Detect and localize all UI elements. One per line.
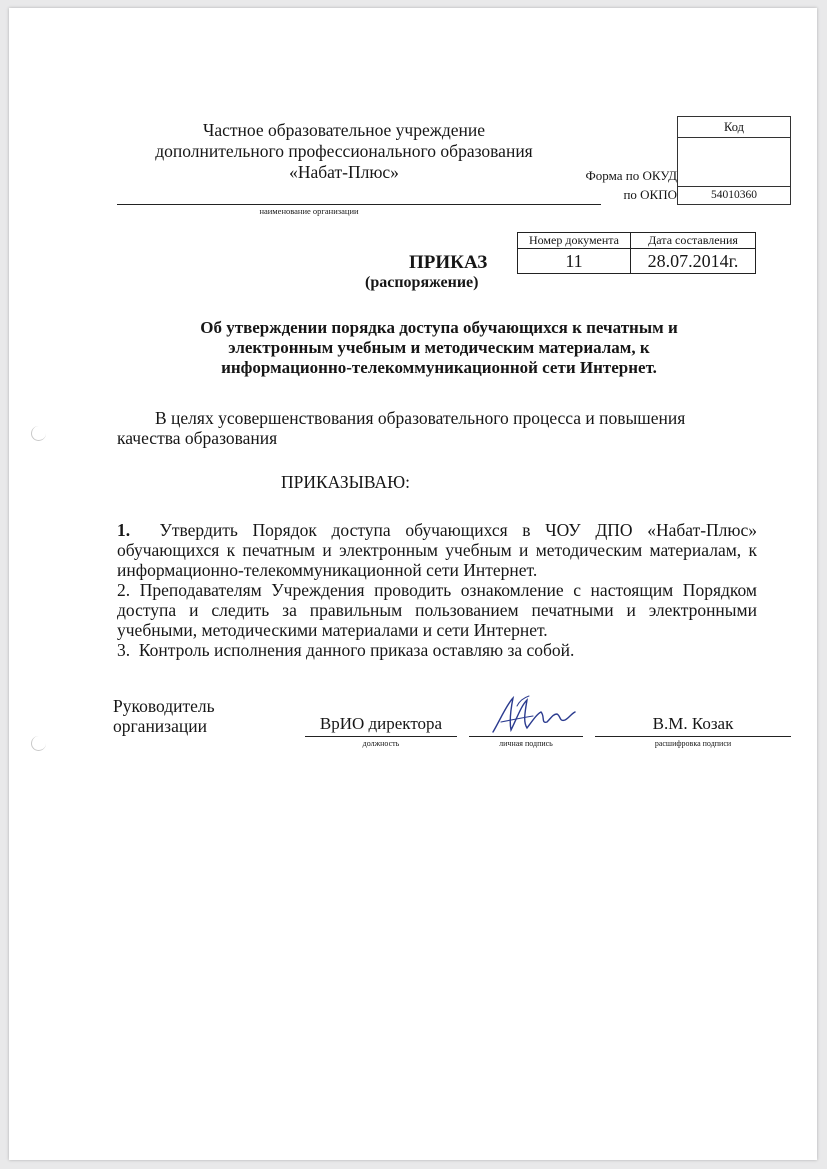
item-text: Преподавателям Учреждения проводить ознакомление с настоящим Порядком доступа и следить за правильным пользованием печатными и электронными учебными, методическими материалами и сети Интернет. <box>117 580 757 640</box>
organization-name <box>109 120 579 183</box>
order-item-2 <box>117 580 757 640</box>
item-number: 1. <box>117 520 131 540</box>
number-label: Номер документа <box>518 233 631 249</box>
name-line <box>595 736 791 737</box>
item-text: Контроль исполнения данного приказа оставляю за собой. <box>138 640 575 660</box>
position-line <box>305 736 457 737</box>
code-header: Код <box>678 117 790 138</box>
order-items <box>117 520 757 660</box>
item-number: 2. <box>117 580 131 600</box>
signer-name: В.М. Козак <box>652 714 734 733</box>
subject-line-3: информационно-телекоммуникационной сети Интернет. <box>221 358 657 377</box>
okpo-label: по ОКПО <box>623 187 677 202</box>
punch-hole-mark <box>31 426 46 441</box>
document-page <box>9 8 817 1160</box>
intro-line-1: В целях усовершенствования образовательного процесса и повышения <box>155 408 686 428</box>
order-subject <box>119 318 759 378</box>
document-number: 11 <box>518 249 631 274</box>
okpo-value: 54010360 <box>711 189 757 201</box>
intro-line-2: качества образования <box>117 428 278 448</box>
handwritten-signature <box>487 692 577 738</box>
order-item-1 <box>117 520 757 580</box>
document-title: ПРИКАЗ <box>409 252 488 273</box>
org-line-3: «Набат-Плюс» <box>289 162 399 182</box>
signer-role-line-1: Руководитель <box>113 696 215 716</box>
item-number: 3. <box>117 640 131 660</box>
intro-paragraph <box>117 408 757 448</box>
signer-role-line-2: организации <box>113 716 207 736</box>
order-word: ПРИКАЗЫВАЮ: <box>281 472 410 492</box>
code-table <box>677 116 791 205</box>
org-line-2: дополнительного профессионального образования <box>155 141 533 161</box>
item-text: Утвердить Порядок доступа обучающихся в ЧОУ ДПО «Набат-Плюс» обучающихся к печатным и электронным учебным и методическим материалам, к информационно-телекоммуникационной сети Интернет. <box>117 520 758 580</box>
document-meta-table <box>517 232 756 274</box>
position-caption: должность <box>362 739 400 748</box>
order-item-3 <box>117 640 757 660</box>
subject-line-1: Об утверждении порядка доступа обучающихся к печатным и <box>200 318 678 337</box>
date-label: Дата составления <box>631 233 756 249</box>
org-underline <box>117 204 601 205</box>
subject-line-2: электронным учебным и методическим материалам, к <box>228 338 650 357</box>
document-subtitle: (распоряжение) <box>365 274 479 291</box>
name-caption: расшифровка подписи <box>654 739 732 748</box>
okud-value <box>678 138 790 187</box>
org-caption: наименование организации <box>259 206 359 216</box>
punch-hole-mark <box>31 736 46 751</box>
okud-label: Форма по ОКУД <box>585 168 677 183</box>
document-date: 28.07.2014г. <box>631 249 756 274</box>
signature-caption: личная подпись <box>499 739 553 748</box>
signer-position: ВрИО директора <box>319 714 443 733</box>
org-line-1: Частное образовательное учреждение <box>202 120 486 140</box>
